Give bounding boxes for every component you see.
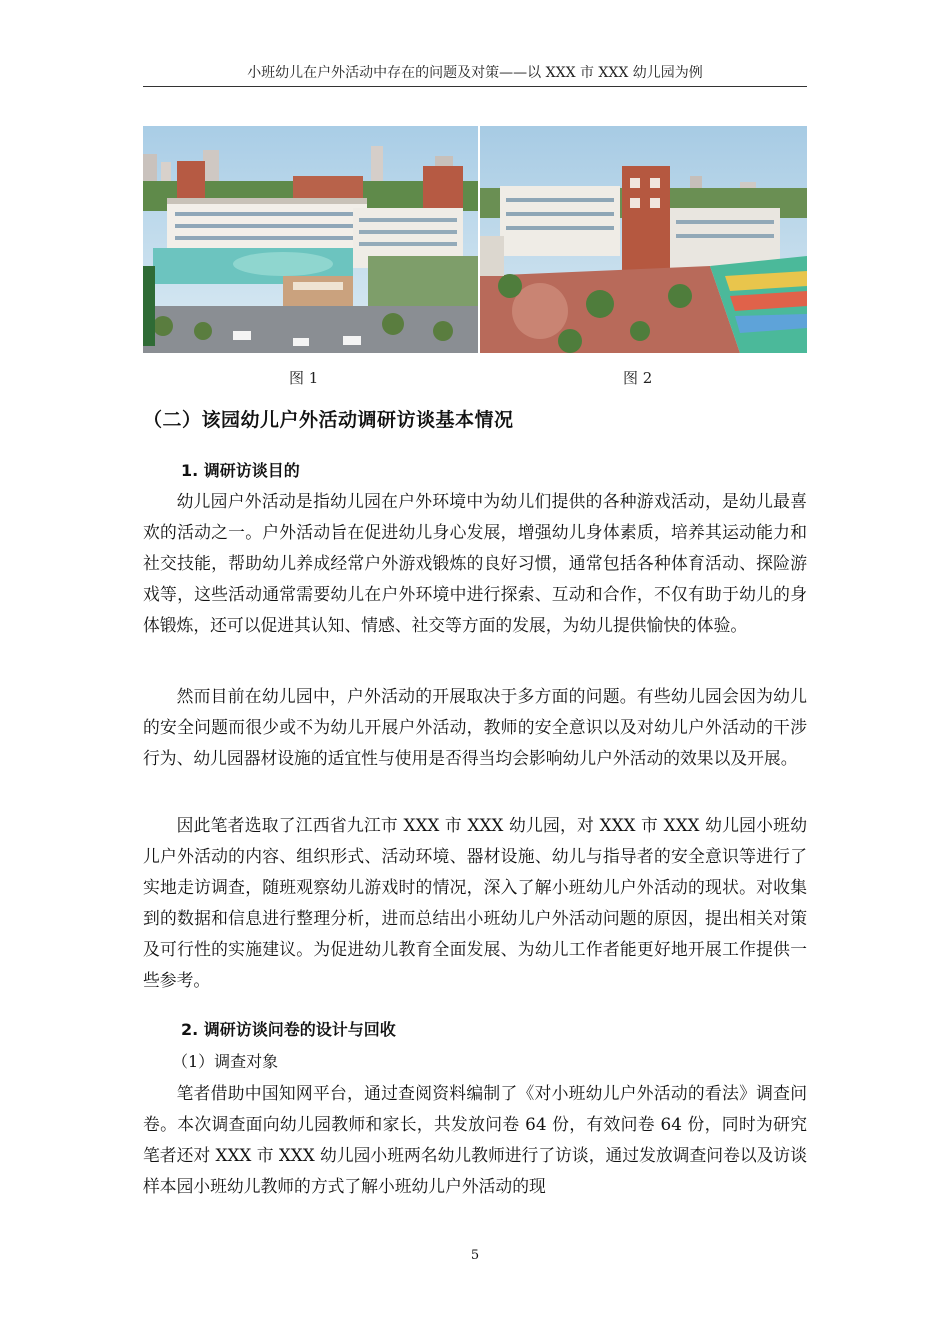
figure-2-caption: 图 2 xyxy=(623,369,653,387)
page-number: 5 xyxy=(470,1248,480,1263)
figure-2-photo xyxy=(480,126,807,353)
paragraph-4: 笔者借助中国知网平台，通过查阅资料编制了《对小班幼儿户外活动的看法》调查问卷。本次调查面向幼儿园教师和家长，共发放问卷 64 份，有效问卷 64 份，同时为研究笔者还对 XXX 市 XXX 幼儿园小班两名幼儿教师进行了访谈，通过发放调查问卷以及访谈样本园小班幼儿教师的方式了解小班幼儿户外活动的现 xyxy=(143,1083,807,1196)
subsection-1-heading: 1. 调研访谈目的 xyxy=(181,461,300,480)
survey-subject-label: （1）调查对象 xyxy=(172,1052,279,1071)
section-heading: （二）该园幼儿户外活动调研访谈基本情况 xyxy=(143,409,514,431)
figure-1-caption: 图 1 xyxy=(289,369,319,387)
running-header: 小班幼儿在户外活动中存在的问题及对策——以 XXX 市 XXX 幼儿园为例 xyxy=(247,65,703,81)
paragraph-1: 幼儿园户外活动是指幼儿园在户外环境中为幼儿们提供的各种游戏活动，是幼儿最喜欢的活动之一。户外活动旨在促进幼儿身心发展，增强幼儿身体素质，培养其运动能力和社交技能，帮助幼儿养成经常户外游戏锻炼的良好习惯，通常包括各种体育活动、探险游戏等，这些活动通常需要幼儿在户外环境中进行探索、互动和合作，不仅有助于幼儿的身体锻炼，还可以促进其认知、情感、社交等方面的发展，为幼儿提供愉快的体验。 xyxy=(143,491,807,635)
figure-1-photo xyxy=(143,126,478,353)
paragraph-2: 然而目前在幼儿园中，户外活动的开展取决于多方面的问题。有些幼儿园会因为幼儿的安全问题而很少或不为幼儿开展户外活动，教师的安全意识以及对幼儿户外活动的干涉行为、幼儿园器材设施的适宜性与使用是否得当均会影响幼儿户外活动的效果以及开展。 xyxy=(143,686,807,768)
header-rule xyxy=(143,86,807,87)
paragraph-3: 因此笔者选取了江西省九江市 XXX 市 XXX 幼儿园，对 XXX 市 XXX 幼儿园小班幼儿户外活动的内容、组织形式、活动环境、器材设施、幼儿与指导者的安全意识等进行了实地走访调查，随班观察幼儿游戏时的情况，深入了解小班幼儿户外活动的现状。对收集到的数据和信息进行整理分析，进而总结出小班幼儿户外活动问题的原因，提出相关对策及可行性的实施建议。为促进幼儿教育全面发展、为幼儿工作者能更好地开展工作提供一些参考。 xyxy=(143,815,807,990)
subsection-2-heading: 2. 调研访谈问卷的设计与回收 xyxy=(181,1020,396,1039)
